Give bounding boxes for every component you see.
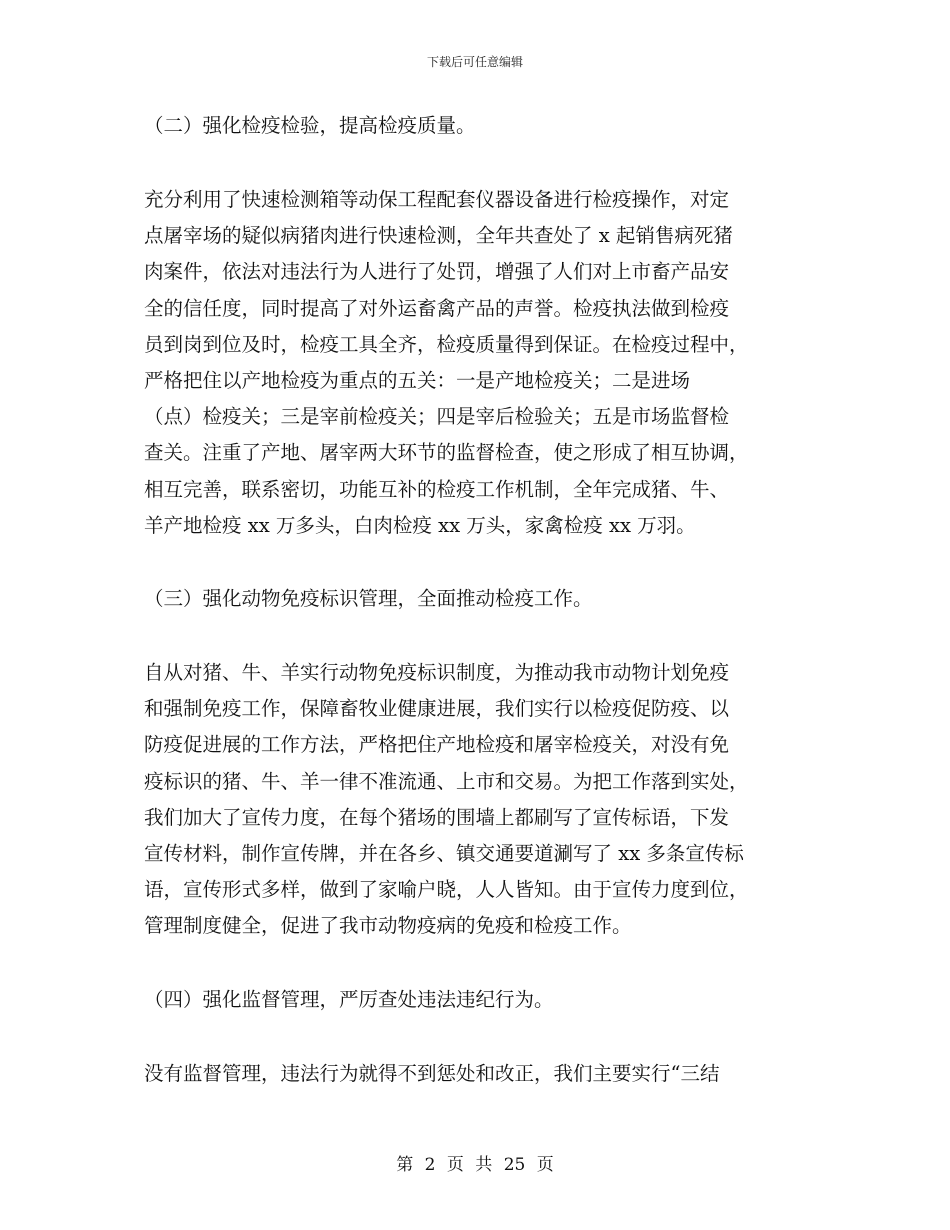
paragraph: [144, 1056, 804, 1092]
paragraph-line: 点屠宰场的疑似病猪肉进行快速检测，全年共查处了 x 起销售病死猪: [144, 224, 733, 248]
section-heading: （四）强化监督管理，严厉查处违法违纪行为。: [144, 987, 554, 1011]
section-heading: （二）强化检疫检验，提高检疫质量。: [144, 114, 476, 137]
page-footer: 第 2 页 共 25 页: [396, 1155, 554, 1175]
paragraph-line: 查关。注重了产地、屠宰两大环节的监督检查，使之形成了相互协调，: [144, 441, 749, 465]
paragraph-line: 相互完善，联系密切，功能互补的检疫工作机制，全年完成猪、牛、: [144, 477, 730, 501]
paragraph-line: 我们加大了宣传力度，在每个猪场的围墙上都刷写了宣传标语，下发: [144, 805, 730, 829]
paragraph: [144, 655, 804, 945]
paragraph-line: 全的信任度，同时提高了对外运畜禽产品的声誉。检疫执法做到检疫: [144, 296, 730, 320]
paragraph-line: 没有监督管理，违法行为就得不到惩处和改正，我们主要实行“三结: [144, 1061, 720, 1085]
paragraph-line: 羊产地检疫 xx 万多头，白肉检疫 xx 万头，家禽检疫 xx 万羽。: [144, 513, 696, 537]
paragraph-line: 疫标识的猪、牛、羊一律不准流通、上市和交易。为把工作落到实处，: [144, 769, 749, 793]
paragraph-line: 员到岗到位及时，检疫工具全齐，检疫质量得到保证。在检疫过程中，: [144, 332, 749, 356]
paragraph-line: 管理制度健全，促进了我市动物疫病的免疫和检疫工作。: [144, 914, 632, 938]
paragraph-line: 宣传材料，制作宣传牌，并在各乡、镇交通要道涮写了 xx 多条宣传标: [144, 842, 744, 866]
document-body: [144, 108, 804, 1092]
paragraph-line: 严格把住以产地检疫为重点的五关：一是产地检疫关；二是进场: [144, 369, 691, 393]
paragraph-line: 防疫促进展的工作方法，严格把住产地检疫和屠宰检疫关，对没有免: [144, 733, 730, 757]
paragraph-line: （点）检疫关；三是宰前检疫关；四是宰后检验关；五是市场监督检: [144, 405, 730, 429]
section-heading: （三）强化动物免疫标识管理，全面推动检疫工作。: [144, 587, 593, 611]
paragraph-line: 肉案件，依法对违法行为人进行了处罚，增强了人们对上市畜产品安: [144, 260, 730, 284]
paragraph-line: 和强制免疫工作，保障畜牧业健康进展，我们实行以检疫促防疫、以: [144, 697, 730, 721]
page-header: 下载后可任意编辑: [426, 55, 523, 69]
paragraph: [144, 182, 804, 544]
paragraph-line: 自从对猪、牛、羊实行动物免疫标识制度，为推动我市动物计划免疫: [144, 661, 730, 685]
paragraph-line: 语，宣传形式多样，做到了家喻户晓，人人皆知。由于宣传力度到位，: [144, 878, 749, 902]
paragraph-line: 充分利用了快速检测箱等动保工程配套仪器设备进行检疫操作，对定: [144, 188, 730, 211]
